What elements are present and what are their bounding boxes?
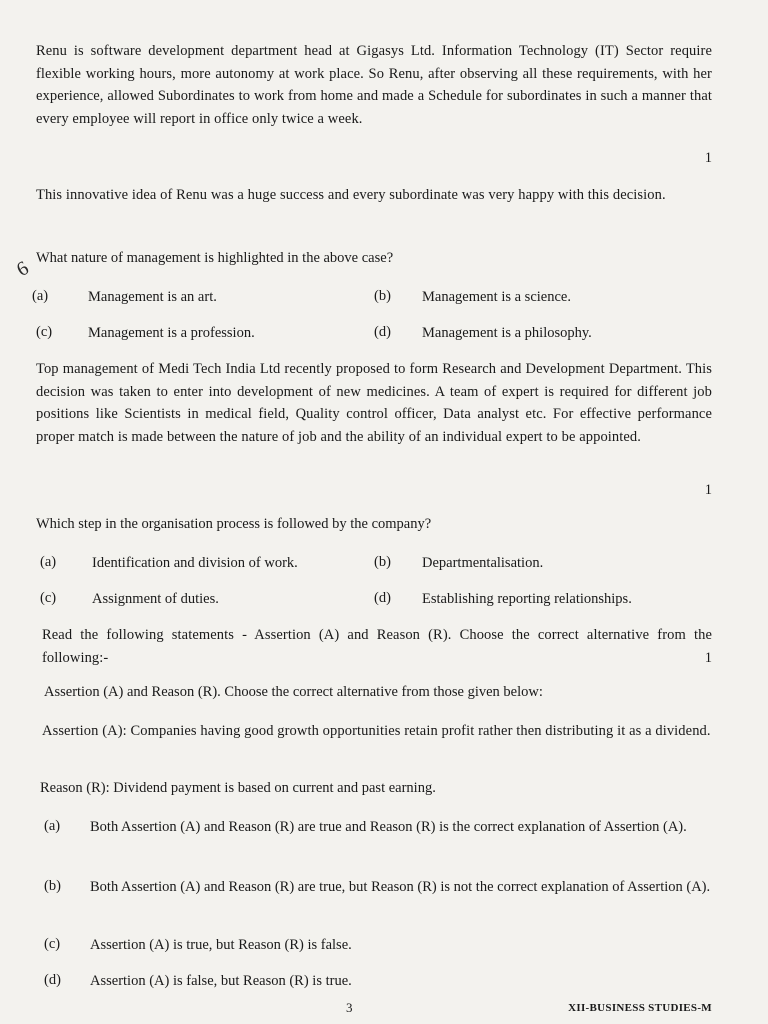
q3-marks: 1 [704,650,712,666]
q3-instruction: Assertion (A) and Reason (R). Choose the correct alternative from those given below: [44,684,543,700]
q3-option-d-label: (d) [44,972,61,988]
q1-case-paragraph-2: This innovative idea of Renu was a huge success and every subordinate was very happy with this decision. [36,187,666,203]
q2-option-c-label: (c) [40,590,57,606]
q1-option-c-label: (c) [36,324,53,340]
footer-tag: XII-BUSINESS STUDIES-M [568,1002,712,1014]
q2-question: Which step in the organisation process is followed by the company? [36,516,432,532]
q3-option-a-label: (a) [44,818,61,834]
q2-option-a: Identification and division of work. [92,555,298,571]
q1-option-c: Management is a profession. [88,325,255,341]
q3-reason: Reason (R): Dividend payment is based on current and past earning. [40,780,436,796]
q3-option-d: Assertion (A) is false, but Reason (R) is true. [90,973,352,989]
q2-option-b: Departmentalisation. [422,555,544,571]
q2-option-a-label: (a) [40,554,57,570]
q1-case-paragraph: Renu is software development department head at Gigasys Ltd. Information Technology (IT) Sector require flexible working hours, more autonomy at work place. So Renu, after observing all these requirements, with her experience, allowed Subordinates to work from home and made a Schedule for subordinates in such a manner that every employee will report in office only twice a week. [36,43,712,127]
q1-marks: 1 [704,150,712,166]
page-number: 3 [346,1000,353,1015]
q1-option-b-label: (b) [374,288,391,304]
q2-option-c: Assignment of duties. [92,591,219,607]
q3-option-c: Assertion (A) is true, but Reason (R) is false. [90,937,352,953]
q3-option-b: Both Assertion (A) and Reason (R) are true, but Reason (R) is not the correct explanation of Assertion (A). [90,879,711,895]
q2-case-paragraph: Top management of Medi Tech India Ltd recently proposed to form Research and Development Department. This decision was taken to enter into development of new medicines. A team of expert is required for different job positions like Scientists in medical field, Quality control officer, Data analyst etc. For effective performance proper match is made between the nature of job and the ability of an individual expert to be appointed. [36,361,712,445]
q3-intro: Read the following statements - Assertion (A) and Reason (R). Choose the correct alternative from the following:- [42,627,712,666]
q1-option-d: Management is a philosophy. [422,325,592,341]
q2-marks: 1 [704,482,712,498]
q1-option-a-label: (a) [32,288,49,304]
q1-option-a: Management is an art. [88,289,217,305]
q3-option-a: Both Assertion (A) and Reason (R) are true and Reason (R) is the correct explanation of Assertion (A). [90,819,687,835]
q1-option-d-label: (d) [374,324,391,340]
q3-option-b-label: (b) [44,878,61,894]
q2-option-d-label: (d) [374,590,391,606]
q2-option-b-label: (b) [374,554,391,570]
q1-option-b: Management is a science. [422,289,571,305]
q3-assertion: Assertion (A): Companies having good growth opportunities retain profit rather then distributing it as a dividend. [42,723,711,739]
q2-option-d: Establishing reporting relationships. [422,591,632,607]
q3-option-c-label: (c) [44,936,61,952]
q1-question: What nature of management is highlighted in the above case? [36,250,394,266]
pen-scribble-mark: 6 [12,257,33,282]
